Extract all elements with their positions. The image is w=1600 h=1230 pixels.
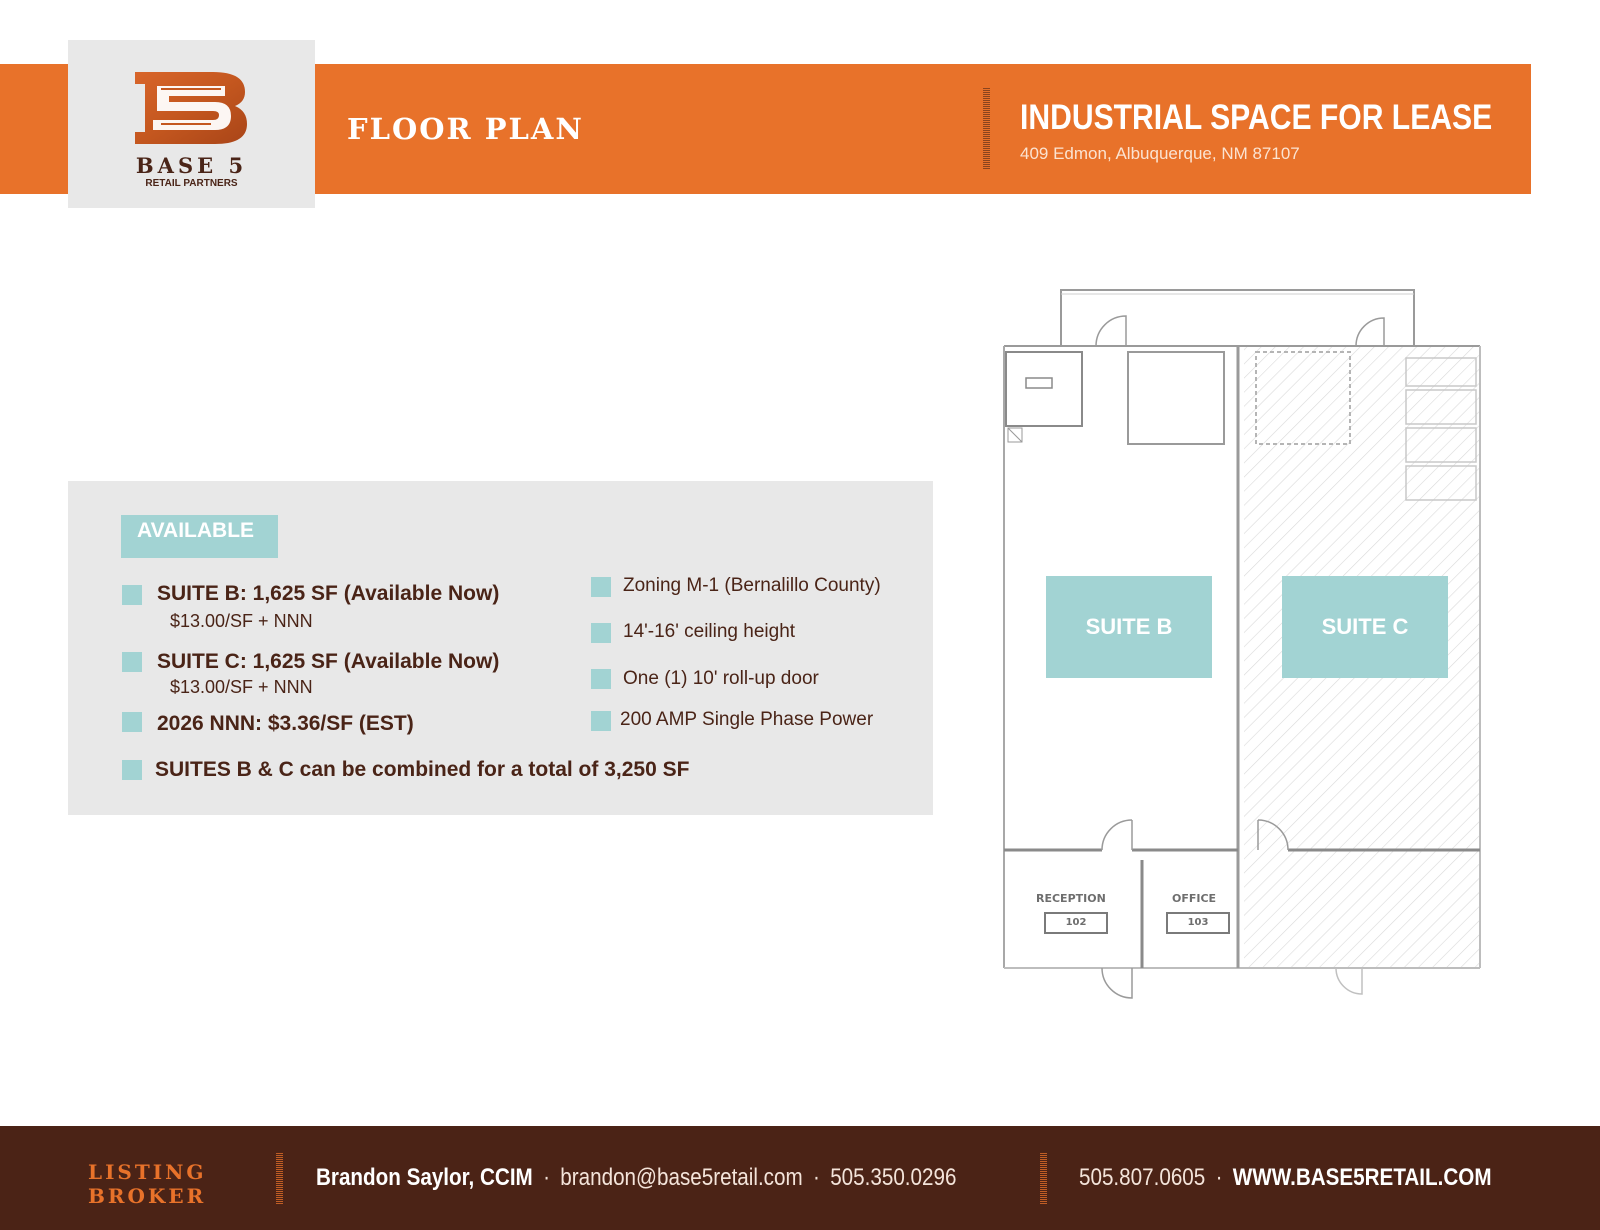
roll-up-door-feature: One (1) 10' roll-up door <box>623 668 819 689</box>
logo-subtitle: RETAIL PARTNERS <box>145 178 238 189</box>
logo-name: BASE 5 <box>135 153 248 178</box>
bullet-square-icon <box>122 712 142 732</box>
separator-dot: · <box>812 1164 820 1191</box>
listing-broker-label <box>88 1160 258 1208</box>
suite-c-label: SUITE C <box>1282 576 1448 678</box>
suite-b-label: SUITE B <box>1046 576 1212 678</box>
office-number: 103 <box>1166 912 1230 934</box>
power-feature: 200 AMP Single Phase Power <box>620 709 874 730</box>
broker-contact <box>316 1164 956 1192</box>
bullet-square-icon <box>122 585 142 605</box>
listing-broker-line2: BROKER <box>88 1184 207 1208</box>
footer-divider <box>276 1152 283 1204</box>
reception-label: RECEPTION <box>1036 892 1106 905</box>
header-divider <box>983 87 990 170</box>
listing-broker-line1: LISTING <box>88 1160 207 1184</box>
broker-email[interactable]: brandon@base5retail.com <box>560 1164 803 1191</box>
bullet-square-icon <box>591 711 611 731</box>
listing-address: 409 Edmon, Albuquerque, NM 87107 <box>1020 144 1300 163</box>
ceiling-height-feature: 14'-16' ceiling height <box>623 621 796 642</box>
listing-title: INDUSTRIAL SPACE FOR LEASE <box>1020 98 1493 137</box>
zoning-feature: Zoning M-1 (Bernalillo County) <box>623 575 881 596</box>
logo <box>68 40 315 208</box>
bullet-square-icon <box>591 669 611 689</box>
broker-name: Brandon Saylor, CCIM <box>316 1164 533 1191</box>
bullet-square-icon <box>591 577 611 597</box>
bullet-square-icon <box>122 760 142 780</box>
nnn-estimate: 2026 NNN: $3.36/SF (EST) <box>157 712 414 735</box>
suite-b-rate: $13.00/SF + NNN <box>170 611 313 631</box>
office-phone[interactable]: 505.807.0605 <box>1079 1164 1206 1191</box>
office-label: OFFICE <box>1172 892 1217 905</box>
separator-dot: · <box>543 1164 550 1191</box>
bullet-square-icon <box>122 652 142 672</box>
available-tag: AVAILABLE <box>121 515 278 558</box>
office-contact <box>1079 1164 1492 1192</box>
bullet-square-icon <box>591 623 611 643</box>
footer-divider <box>1040 1152 1047 1204</box>
floor-plan <box>996 258 1496 1018</box>
base5-logo-icon <box>131 68 251 148</box>
suite-c-rate: $13.00/SF + NNN <box>170 677 313 697</box>
page-title: FLOOR PLAN <box>347 112 584 146</box>
website-link[interactable]: WWW.BASE5RETAIL.COM <box>1232 1164 1492 1191</box>
broker-phone[interactable]: 505.350.0296 <box>830 1164 957 1191</box>
reception-number: 102 <box>1044 912 1108 934</box>
suite-b-availability: SUITE B: 1,625 SF (Available Now) <box>157 582 500 605</box>
separator-dot: · <box>1215 1164 1223 1191</box>
combined-suites-note: SUITES B & C can be combined for a total of 3,250 SF <box>155 758 690 781</box>
suite-c-availability: SUITE C: 1,625 SF (Available Now) <box>157 650 500 673</box>
